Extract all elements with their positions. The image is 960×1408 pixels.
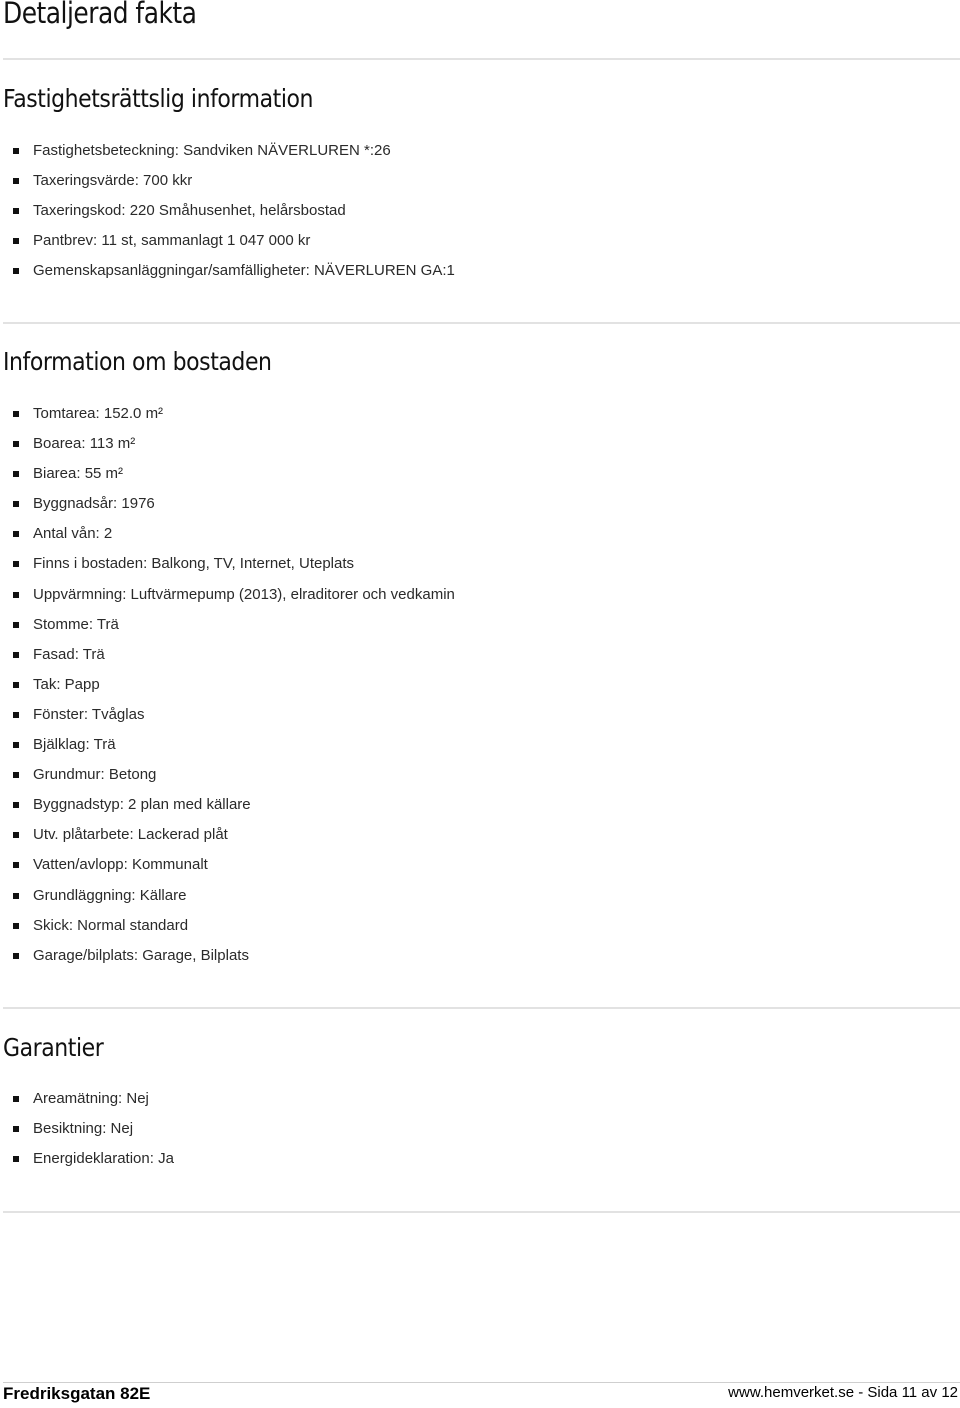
divider (3, 1211, 960, 1213)
list-item: Tomtarea: 152.0 m² (0, 399, 455, 429)
bullet-icon (13, 802, 19, 808)
bullet-icon (13, 592, 19, 598)
divider (3, 322, 960, 324)
list-item: Byggnadsår: 1976 (0, 489, 455, 519)
bullet-icon (13, 411, 19, 417)
list-item: Vatten/avlopp: Kommunalt (0, 850, 455, 880)
list-item: Fastighetsbeteckning: Sandviken NÄVERLUREN *:26 (0, 136, 455, 166)
list-item: Tak: Papp (0, 670, 455, 700)
list-item: Areamätning: Nej (0, 1084, 174, 1114)
bullet-icon (13, 268, 19, 274)
divider (3, 58, 960, 60)
page-title: Detaljerad fakta (3, 0, 197, 30)
bullet-icon (13, 712, 19, 718)
bullet-icon (13, 772, 19, 778)
list-item: Antal vån: 2 (0, 519, 455, 549)
list-item: Uppvärmning: Luftvärmepump (2013), elraditorer och vedkamin (0, 580, 455, 610)
divider (3, 1007, 960, 1009)
bullet-icon (13, 561, 19, 567)
footer-address: Fredriksgatan 82E (3, 1384, 151, 1403)
list-item: Byggnadstyp: 2 plan med källare (0, 790, 455, 820)
list-item: Taxeringskod: 220 Småhusenhet, helårsbostad (0, 196, 455, 226)
bullet-icon (13, 893, 19, 899)
list-item: Utv. plåtarbete: Lackerad plåt (0, 820, 455, 850)
bullet-icon (13, 238, 19, 244)
bullet-icon (13, 441, 19, 447)
bullet-icon (13, 208, 19, 214)
bullet-icon (13, 953, 19, 959)
list-item: Skick: Normal standard (0, 911, 455, 941)
bullet-icon (13, 742, 19, 748)
footer-divider (3, 1382, 960, 1383)
bullet-icon (13, 832, 19, 838)
list-item: Stomme: Trä (0, 610, 455, 640)
list-item: Boarea: 113 m² (0, 429, 455, 459)
list-item: Garage/bilplats: Garage, Bilplats (0, 941, 455, 971)
list-item: Biarea: 55 m² (0, 459, 455, 489)
list-item: Fasad: Trä (0, 640, 455, 670)
fact-list-garantier (0, 1084, 174, 1174)
list-item: Taxeringsvärde: 700 kkr (0, 166, 455, 196)
list-item: Fönster: Tvåglas (0, 700, 455, 730)
bullet-icon (13, 862, 19, 868)
bullet-icon (13, 622, 19, 628)
bullet-icon (13, 923, 19, 929)
fact-list-bostaden (0, 399, 455, 971)
list-item: Pantbrev: 11 st, sammanlagt 1 047 000 kr (0, 226, 455, 256)
bullet-icon (13, 178, 19, 184)
section-heading-fastighetsrattslig: Fastighetsrättslig information (3, 84, 314, 113)
footer-page-info: www.hemverket.se - Sida 11 av 12 (728, 1384, 958, 1401)
list-item: Finns i bostaden: Balkong, TV, Internet, Uteplats (0, 549, 455, 579)
bullet-icon (13, 1126, 19, 1132)
bullet-icon (13, 682, 19, 688)
list-item: Bjälklag: Trä (0, 730, 455, 760)
section-heading-garantier: Garantier (3, 1033, 104, 1062)
bullet-icon (13, 652, 19, 658)
list-item: Besiktning: Nej (0, 1114, 174, 1144)
bullet-icon (13, 471, 19, 477)
bullet-icon (13, 501, 19, 507)
list-item: Grundläggning: Källare (0, 881, 455, 911)
list-item: Grundmur: Betong (0, 760, 455, 790)
bullet-icon (13, 148, 19, 154)
section-heading-bostaden: Information om bostaden (3, 347, 272, 376)
bullet-icon (13, 1096, 19, 1102)
fact-list-fastighetsrattslig (0, 136, 455, 286)
list-item: Gemenskapsanläggningar/samfälligheter: NÄVERLUREN GA:1 (0, 256, 455, 286)
bullet-icon (13, 1156, 19, 1162)
list-item: Energideklaration: Ja (0, 1144, 174, 1174)
bullet-icon (13, 531, 19, 537)
